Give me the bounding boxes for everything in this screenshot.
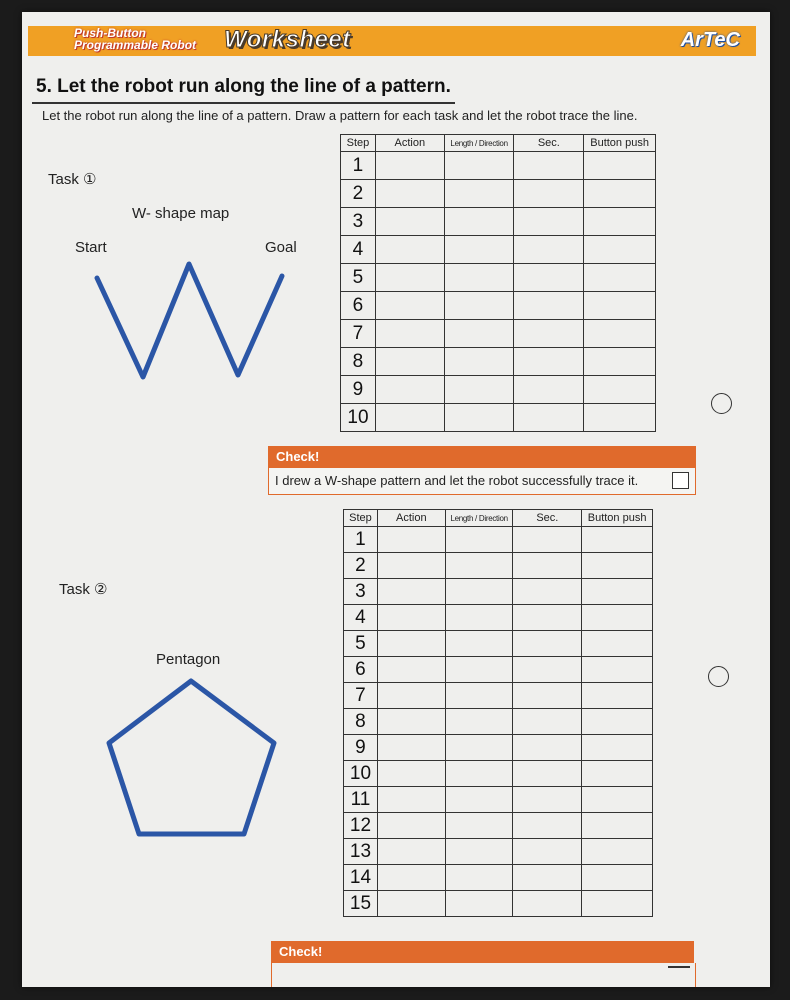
table-row — [344, 891, 653, 917]
section-heading: 5. Let the robot run along the line of a pattern. — [32, 76, 455, 104]
length-direction-cell[interactable] — [445, 865, 513, 891]
step-number: 12 — [344, 813, 378, 839]
length-direction-cell[interactable] — [445, 527, 513, 553]
col-length-direction: Length / Direction — [445, 510, 513, 527]
button-push-cell[interactable] — [582, 527, 653, 553]
sec-cell[interactable] — [513, 891, 582, 917]
task2-check-statement — [271, 963, 696, 987]
action-cell[interactable] — [377, 813, 445, 839]
pentagon-outline — [109, 681, 274, 834]
table-row — [344, 683, 653, 709]
button-push-cell[interactable] — [582, 865, 653, 891]
sec-cell[interactable] — [513, 605, 582, 631]
step-number: 6 — [344, 657, 378, 683]
button-push-cell[interactable] — [582, 787, 653, 813]
step-number: 2 — [344, 553, 378, 579]
sec-cell[interactable] — [513, 527, 582, 553]
step-number: 9 — [341, 376, 376, 404]
section-intro: Let the robot run along the line of a pattern. Draw a pattern for each task and let the robot trace the line. — [42, 108, 638, 123]
step-number: 9 — [344, 735, 378, 761]
length-direction-cell[interactable] — [445, 553, 513, 579]
step-number: 11 — [344, 787, 378, 813]
col-button-push: Button push — [582, 510, 653, 527]
col-sec: Sec. — [514, 135, 584, 152]
button-push-cell[interactable] — [582, 683, 653, 709]
table-row — [344, 787, 653, 813]
table-row — [344, 657, 653, 683]
task2-label: Task ② — [59, 581, 108, 598]
task2-checkbox-edge — [668, 966, 690, 968]
task2-step-table — [343, 509, 653, 917]
step-number: 14 — [344, 865, 378, 891]
sec-cell[interactable] — [513, 709, 582, 735]
task1-check-text: I drew a W-shape pattern and let the robot successfully trace it. — [275, 473, 639, 488]
pentagon-label: Pentagon — [156, 651, 221, 668]
sec-cell[interactable] — [513, 839, 582, 865]
step-number: 4 — [341, 236, 376, 264]
action-cell[interactable] — [377, 683, 445, 709]
action-cell[interactable] — [377, 631, 445, 657]
start-label: Start — [75, 239, 107, 256]
step-number: 10 — [344, 761, 378, 787]
step-number: 8 — [341, 348, 376, 376]
button-push-cell[interactable] — [582, 605, 653, 631]
task1-label: Task ① — [48, 171, 97, 188]
step-number: 3 — [341, 208, 376, 236]
length-direction-cell[interactable] — [445, 631, 513, 657]
button-push-cell[interactable] — [582, 709, 653, 735]
worksheet-title: Worksheet — [224, 26, 351, 53]
binder-hole-icon — [711, 393, 732, 414]
step-number: 15 — [344, 891, 378, 917]
action-cell[interactable] — [377, 865, 445, 891]
sec-cell[interactable] — [513, 631, 582, 657]
length-direction-cell[interactable] — [445, 657, 513, 683]
button-push-cell[interactable] — [582, 579, 653, 605]
action-cell[interactable] — [377, 839, 445, 865]
table-row — [344, 735, 653, 761]
button-push-cell[interactable] — [582, 631, 653, 657]
action-cell[interactable] — [377, 553, 445, 579]
length-direction-cell[interactable] — [445, 579, 513, 605]
table-row — [344, 709, 653, 735]
col-length-direction: Length / Direction — [444, 135, 514, 152]
sec-cell[interactable] — [513, 735, 582, 761]
step-number: 7 — [341, 320, 376, 348]
task2-table-header — [344, 510, 653, 527]
table-row — [344, 631, 653, 657]
action-cell[interactable] — [377, 891, 445, 917]
length-direction-cell[interactable] — [445, 787, 513, 813]
task2-check-header: Check! — [271, 941, 694, 963]
action-cell[interactable] — [377, 761, 445, 787]
col-action: Action — [375, 135, 444, 152]
action-cell[interactable] — [377, 657, 445, 683]
step-number: 6 — [341, 292, 376, 320]
button-push-cell[interactable] — [582, 553, 653, 579]
table-row — [344, 839, 653, 865]
length-direction-cell[interactable] — [445, 761, 513, 787]
sec-cell[interactable] — [513, 813, 582, 839]
button-push-cell[interactable] — [582, 813, 653, 839]
table-row — [344, 527, 653, 553]
length-direction-cell[interactable] — [445, 735, 513, 761]
length-direction-cell[interactable] — [445, 709, 513, 735]
table-row — [344, 605, 653, 631]
col-step: Step — [344, 510, 378, 527]
binder-hole-icon — [708, 666, 729, 687]
action-cell[interactable] — [377, 787, 445, 813]
task1-check-header: Check! — [268, 446, 696, 467]
action-cell[interactable] — [377, 605, 445, 631]
sec-cell[interactable] — [513, 553, 582, 579]
sec-cell[interactable] — [513, 865, 582, 891]
artec-logo: ArTeC — [680, 29, 740, 51]
step-number: 4 — [344, 605, 378, 631]
step-number: 5 — [341, 264, 376, 292]
length-direction-cell[interactable] — [445, 683, 513, 709]
step-number: 2 — [341, 180, 376, 208]
button-push-cell[interactable] — [582, 761, 653, 787]
brand-line-1: Push-Button — [74, 26, 146, 40]
table-row — [344, 865, 653, 891]
worksheet-page — [22, 12, 770, 987]
sec-cell[interactable] — [513, 761, 582, 787]
sec-cell[interactable] — [513, 683, 582, 709]
action-cell[interactable] — [377, 709, 445, 735]
button-push-cell[interactable] — [582, 657, 653, 683]
button-push-cell[interactable] — [582, 735, 653, 761]
action-cell[interactable] — [377, 527, 445, 553]
sec-cell[interactable] — [513, 657, 582, 683]
col-button-push: Button push — [584, 135, 656, 152]
length-direction-cell[interactable] — [445, 839, 513, 865]
step-number: 3 — [344, 579, 378, 605]
col-action: Action — [377, 510, 445, 527]
length-direction-cell[interactable] — [445, 891, 513, 917]
action-cell[interactable] — [377, 735, 445, 761]
step-number: 13 — [344, 839, 378, 865]
button-push-cell[interactable] — [582, 839, 653, 865]
table-row — [344, 553, 653, 579]
col-step: Step — [341, 135, 376, 152]
brand-line-2: Programmable Robot — [74, 38, 197, 52]
action-cell[interactable] — [377, 579, 445, 605]
table-row — [344, 761, 653, 787]
col-sec: Sec. — [513, 510, 582, 527]
goal-label: Goal — [265, 239, 297, 256]
step-number: 8 — [344, 709, 378, 735]
w-shape-map-label: W- shape map — [132, 205, 230, 222]
step-number: 1 — [341, 152, 376, 180]
sec-cell[interactable] — [513, 579, 582, 605]
length-direction-cell[interactable] — [445, 813, 513, 839]
length-direction-cell[interactable] — [445, 605, 513, 631]
step-number: 7 — [344, 683, 378, 709]
step-number: 1 — [344, 527, 378, 553]
button-push-cell[interactable] — [582, 891, 653, 917]
step-number: 5 — [344, 631, 378, 657]
table-row — [344, 579, 653, 605]
table-row — [344, 813, 653, 839]
sec-cell[interactable] — [513, 787, 582, 813]
step-number: 10 — [341, 404, 376, 432]
